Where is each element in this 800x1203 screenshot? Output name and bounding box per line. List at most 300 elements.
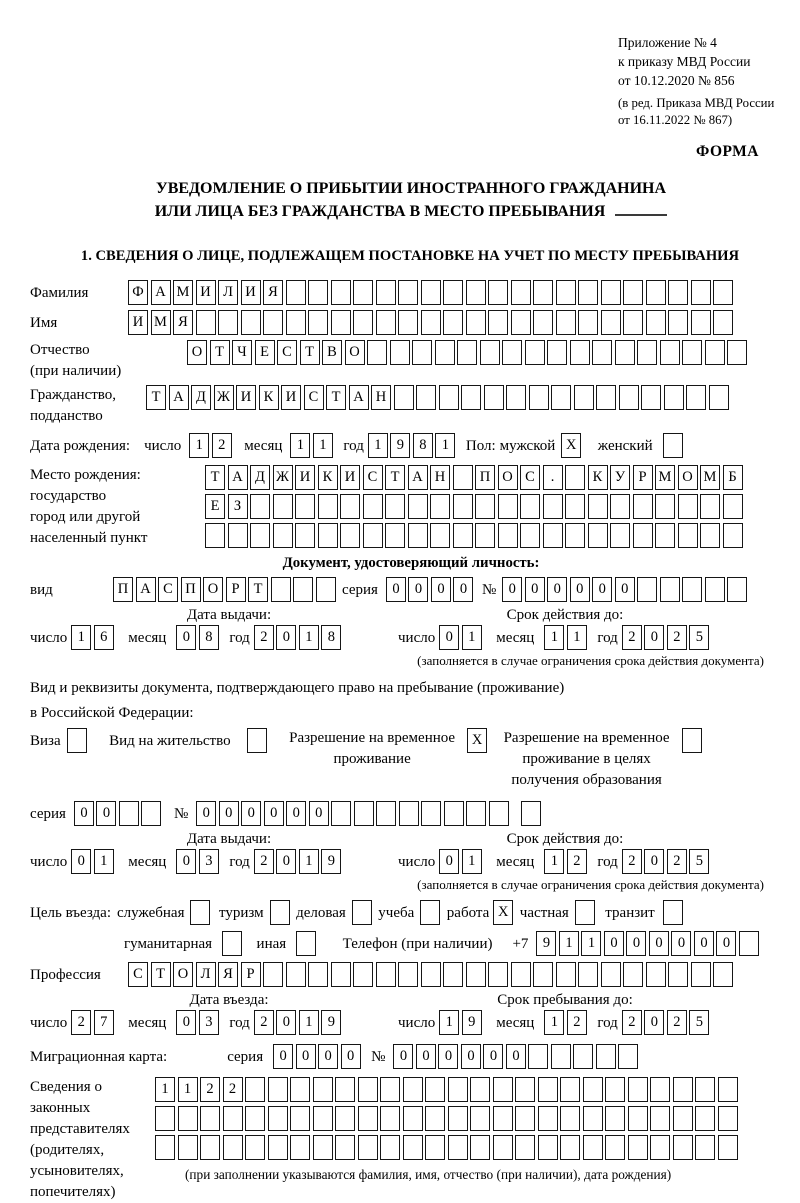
char-box[interactable]: М — [151, 310, 171, 335]
char-box[interactable] — [691, 962, 711, 987]
char-box[interactable] — [709, 385, 729, 410]
char-box[interactable]: И — [128, 310, 148, 335]
char-box[interactable] — [222, 931, 242, 956]
char-box[interactable]: 0 — [671, 931, 691, 956]
char-box[interactable] — [682, 728, 702, 753]
char-box[interactable] — [296, 931, 316, 956]
char-box[interactable] — [673, 1106, 693, 1131]
char-box[interactable] — [425, 1135, 445, 1160]
char-box[interactable]: 2 — [71, 1010, 91, 1035]
char-box[interactable] — [488, 310, 508, 335]
char-box[interactable]: X — [493, 900, 513, 925]
char-box[interactable] — [403, 1135, 423, 1160]
char-box[interactable] — [673, 1077, 693, 1102]
char-box[interactable] — [241, 310, 261, 335]
char-box[interactable]: В — [322, 340, 342, 365]
char-box[interactable] — [155, 1106, 175, 1131]
char-box[interactable]: 9 — [321, 849, 341, 874]
char-box[interactable]: Р — [633, 465, 653, 490]
legal-reps-boxes-row2[interactable] — [155, 1106, 740, 1131]
stay-month-boxes[interactable] — [544, 1010, 589, 1035]
char-box[interactable]: С — [128, 962, 148, 987]
char-box[interactable]: 0 — [276, 625, 296, 650]
temp-permit-checkbox[interactable] — [467, 728, 490, 753]
patronymic-boxes[interactable] — [187, 340, 750, 365]
char-box[interactable]: Е — [205, 494, 225, 519]
char-box[interactable] — [695, 1077, 715, 1102]
char-box[interactable]: 1 — [178, 1077, 198, 1102]
char-box[interactable] — [439, 385, 459, 410]
char-box[interactable]: 2 — [254, 1010, 274, 1035]
char-box[interactable]: 5 — [689, 1010, 709, 1035]
char-box[interactable] — [268, 1135, 288, 1160]
char-box[interactable] — [543, 523, 563, 548]
char-box[interactable] — [578, 962, 598, 987]
char-box[interactable] — [376, 310, 396, 335]
char-box[interactable]: 0 — [176, 625, 196, 650]
char-box[interactable]: А — [169, 385, 189, 410]
char-box[interactable] — [308, 310, 328, 335]
char-box[interactable] — [668, 310, 688, 335]
char-box[interactable] — [290, 1077, 310, 1102]
char-box[interactable] — [628, 1077, 648, 1102]
char-box[interactable] — [353, 310, 373, 335]
char-box[interactable]: М — [700, 465, 720, 490]
char-box[interactable] — [376, 962, 396, 987]
char-box[interactable]: 5 — [689, 625, 709, 650]
char-box[interactable] — [637, 340, 657, 365]
male-checkbox[interactable] — [561, 433, 584, 458]
char-box[interactable]: 0 — [716, 931, 736, 956]
char-box[interactable]: 2 — [622, 1010, 642, 1035]
char-box[interactable]: М — [655, 465, 675, 490]
char-box[interactable] — [408, 494, 428, 519]
char-box[interactable] — [605, 1106, 625, 1131]
char-box[interactable] — [263, 962, 283, 987]
char-box[interactable] — [358, 1077, 378, 1102]
char-box[interactable]: О — [187, 340, 207, 365]
char-box[interactable] — [421, 801, 441, 826]
char-box[interactable] — [403, 1077, 423, 1102]
char-box[interactable]: 0 — [219, 801, 239, 826]
char-box[interactable] — [380, 1077, 400, 1102]
birth-day-boxes[interactable] — [189, 433, 234, 458]
char-box[interactable] — [363, 523, 383, 548]
char-box[interactable] — [556, 310, 576, 335]
birthplace-boxes-row1[interactable] — [205, 465, 745, 490]
char-box[interactable] — [646, 280, 666, 305]
char-box[interactable] — [637, 577, 657, 602]
char-box[interactable]: 0 — [416, 1044, 436, 1069]
char-box[interactable] — [565, 523, 585, 548]
char-box[interactable]: 1 — [462, 625, 482, 650]
char-box[interactable] — [270, 900, 290, 925]
char-box[interactable] — [354, 801, 374, 826]
char-box[interactable]: 0 — [341, 1044, 361, 1069]
char-box[interactable] — [200, 1106, 220, 1131]
char-box[interactable] — [528, 1044, 548, 1069]
char-box[interactable] — [380, 1106, 400, 1131]
char-box[interactable] — [573, 1044, 593, 1069]
char-box[interactable] — [515, 1135, 535, 1160]
char-box[interactable] — [560, 1077, 580, 1102]
profession-boxes[interactable] — [128, 962, 736, 987]
char-box[interactable]: И — [241, 280, 261, 305]
char-box[interactable]: Т — [151, 962, 171, 987]
char-box[interactable]: Я — [173, 310, 193, 335]
char-box[interactable]: 0 — [644, 1010, 664, 1035]
char-box[interactable] — [618, 1044, 638, 1069]
char-box[interactable] — [525, 340, 545, 365]
char-box[interactable] — [385, 523, 405, 548]
char-box[interactable] — [556, 962, 576, 987]
char-box[interactable]: Т — [385, 465, 405, 490]
char-box[interactable]: 0 — [74, 801, 94, 826]
char-box[interactable] — [416, 385, 436, 410]
char-box[interactable] — [448, 1106, 468, 1131]
char-box[interactable]: А — [151, 280, 171, 305]
char-box[interactable] — [682, 340, 702, 365]
char-box[interactable] — [448, 1135, 468, 1160]
char-box[interactable] — [263, 310, 283, 335]
char-box[interactable] — [352, 900, 372, 925]
char-box[interactable]: 6 — [94, 625, 114, 650]
char-box[interactable] — [308, 962, 328, 987]
char-box[interactable] — [466, 280, 486, 305]
char-box[interactable] — [316, 577, 336, 602]
char-box[interactable]: 0 — [502, 577, 522, 602]
char-box[interactable] — [353, 962, 373, 987]
char-box[interactable]: 1 — [290, 433, 310, 458]
char-box[interactable] — [713, 310, 733, 335]
char-box[interactable]: 9 — [536, 931, 556, 956]
char-box[interactable] — [588, 494, 608, 519]
char-box[interactable] — [623, 962, 643, 987]
char-box[interactable]: 0 — [694, 931, 714, 956]
char-box[interactable] — [678, 523, 698, 548]
char-box[interactable] — [461, 385, 481, 410]
char-box[interactable] — [430, 523, 450, 548]
expiry-day-boxes[interactable] — [439, 625, 484, 650]
char-box[interactable]: А — [136, 577, 156, 602]
char-box[interactable] — [601, 310, 621, 335]
char-box[interactable]: Т — [210, 340, 230, 365]
char-box[interactable]: 0 — [393, 1044, 413, 1069]
purpose-study-checkbox[interactable] — [420, 900, 443, 925]
char-box[interactable] — [610, 494, 630, 519]
char-box[interactable] — [245, 1077, 265, 1102]
char-box[interactable] — [273, 494, 293, 519]
char-box[interactable] — [271, 577, 291, 602]
entry-day-boxes[interactable] — [71, 1010, 116, 1035]
char-box[interactable]: О — [203, 577, 223, 602]
char-box[interactable] — [543, 494, 563, 519]
char-box[interactable] — [313, 1106, 333, 1131]
char-box[interactable]: К — [259, 385, 279, 410]
char-box[interactable]: 0 — [318, 1044, 338, 1069]
char-box[interactable] — [678, 494, 698, 519]
char-box[interactable] — [574, 385, 594, 410]
char-box[interactable] — [430, 494, 450, 519]
char-box[interactable] — [443, 280, 463, 305]
char-box[interactable] — [619, 385, 639, 410]
char-box[interactable] — [588, 523, 608, 548]
char-box[interactable]: П — [113, 577, 133, 602]
char-box[interactable]: 1 — [544, 849, 564, 874]
char-box[interactable] — [331, 310, 351, 335]
char-box[interactable]: 2 — [223, 1077, 243, 1102]
char-box[interactable] — [556, 280, 576, 305]
char-box[interactable]: 0 — [273, 1044, 293, 1069]
char-box[interactable]: 0 — [71, 849, 91, 874]
char-box[interactable] — [655, 494, 675, 519]
char-box[interactable] — [273, 523, 293, 548]
char-box[interactable]: 2 — [254, 625, 274, 650]
char-box[interactable]: Р — [226, 577, 246, 602]
char-box[interactable] — [466, 962, 486, 987]
char-box[interactable]: 2 — [667, 1010, 687, 1035]
residence-permit-checkbox[interactable] — [247, 728, 270, 753]
char-box[interactable]: О — [498, 465, 518, 490]
char-box[interactable] — [727, 577, 747, 602]
char-box[interactable] — [533, 310, 553, 335]
char-box[interactable] — [493, 1106, 513, 1131]
birth-month-boxes[interactable] — [290, 433, 335, 458]
char-box[interactable] — [578, 280, 598, 305]
char-box[interactable]: П — [181, 577, 201, 602]
char-box[interactable]: С — [363, 465, 383, 490]
char-box[interactable]: И — [236, 385, 256, 410]
char-box[interactable] — [641, 385, 661, 410]
char-box[interactable] — [650, 1135, 670, 1160]
char-box[interactable]: Н — [430, 465, 450, 490]
char-box[interactable] — [398, 962, 418, 987]
char-box[interactable]: 2 — [567, 849, 587, 874]
char-box[interactable] — [367, 340, 387, 365]
char-box[interactable]: 1 — [71, 625, 91, 650]
char-box[interactable] — [250, 494, 270, 519]
char-box[interactable] — [444, 801, 464, 826]
char-box[interactable] — [178, 1106, 198, 1131]
char-box[interactable] — [466, 801, 486, 826]
char-box[interactable] — [718, 1106, 738, 1131]
issue-month-boxes[interactable] — [176, 625, 221, 650]
char-box[interactable] — [218, 310, 238, 335]
char-box[interactable]: 0 — [439, 625, 459, 650]
char-box[interactable]: И — [340, 465, 360, 490]
birth-year-boxes[interactable] — [368, 433, 458, 458]
char-box[interactable] — [250, 523, 270, 548]
char-box[interactable]: 1 — [299, 625, 319, 650]
char-box[interactable]: 2 — [567, 1010, 587, 1035]
char-box[interactable] — [570, 340, 590, 365]
char-box[interactable] — [470, 1135, 490, 1160]
char-box[interactable]: К — [318, 465, 338, 490]
char-box[interactable] — [538, 1106, 558, 1131]
char-box[interactable]: 0 — [196, 801, 216, 826]
char-box[interactable] — [67, 728, 87, 753]
char-box[interactable] — [633, 494, 653, 519]
char-box[interactable]: 1 — [299, 1010, 319, 1035]
char-box[interactable] — [650, 1106, 670, 1131]
char-box[interactable]: 0 — [483, 1044, 503, 1069]
char-box[interactable] — [331, 801, 351, 826]
purpose-business-checkbox[interactable] — [352, 900, 375, 925]
expiry-year-boxes[interactable] — [622, 849, 712, 874]
char-box[interactable]: Я — [263, 280, 283, 305]
expiry-day-boxes[interactable] — [439, 849, 484, 874]
char-box[interactable]: 0 — [615, 577, 635, 602]
char-box[interactable]: 7 — [94, 1010, 114, 1035]
char-box[interactable] — [533, 962, 553, 987]
char-box[interactable] — [565, 465, 585, 490]
char-box[interactable]: 1 — [439, 1010, 459, 1035]
char-box[interactable] — [511, 962, 531, 987]
char-box[interactable]: 1 — [559, 931, 579, 956]
char-box[interactable]: 3 — [199, 849, 219, 874]
char-box[interactable] — [520, 494, 540, 519]
char-box[interactable]: М — [173, 280, 193, 305]
char-box[interactable]: 0 — [431, 577, 451, 602]
surname-boxes[interactable] — [128, 280, 736, 305]
char-box[interactable]: 9 — [462, 1010, 482, 1035]
char-box[interactable]: 8 — [199, 625, 219, 650]
char-box[interactable]: 0 — [644, 849, 664, 874]
char-box[interactable] — [498, 523, 518, 548]
char-box[interactable] — [713, 962, 733, 987]
char-box[interactable]: Т — [146, 385, 166, 410]
char-box[interactable] — [705, 577, 725, 602]
char-box[interactable] — [623, 280, 643, 305]
char-box[interactable] — [705, 340, 725, 365]
char-box[interactable] — [335, 1135, 355, 1160]
char-box[interactable] — [358, 1135, 378, 1160]
char-box[interactable]: Т — [300, 340, 320, 365]
char-box[interactable]: 0 — [286, 801, 306, 826]
char-box[interactable]: Я — [218, 962, 238, 987]
char-box[interactable] — [506, 385, 526, 410]
char-box[interactable] — [502, 340, 522, 365]
issue-year-boxes[interactable] — [254, 625, 344, 650]
purpose-work-checkbox[interactable] — [493, 900, 516, 925]
char-box[interactable]: 3 — [199, 1010, 219, 1035]
char-box[interactable] — [668, 962, 688, 987]
char-box[interactable] — [660, 340, 680, 365]
char-box[interactable] — [623, 310, 643, 335]
char-box[interactable] — [290, 1106, 310, 1131]
char-box[interactable]: Т — [326, 385, 346, 410]
char-box[interactable]: 1 — [544, 625, 564, 650]
char-box[interactable] — [268, 1106, 288, 1131]
char-box[interactable] — [200, 1135, 220, 1160]
char-box[interactable] — [380, 1135, 400, 1160]
char-box[interactable] — [601, 280, 621, 305]
citizenship-boxes[interactable] — [146, 385, 731, 410]
char-box[interactable]: 1 — [313, 433, 333, 458]
char-box[interactable] — [470, 1077, 490, 1102]
char-box[interactable] — [313, 1135, 333, 1160]
char-box[interactable]: 2 — [667, 849, 687, 874]
char-box[interactable]: 0 — [408, 577, 428, 602]
migration-series-boxes[interactable] — [273, 1044, 363, 1069]
char-box[interactable] — [412, 340, 432, 365]
char-box[interactable]: Л — [218, 280, 238, 305]
purpose-other-checkbox[interactable] — [296, 931, 319, 956]
char-box[interactable]: 2 — [212, 433, 232, 458]
char-box[interactable] — [605, 1077, 625, 1102]
char-box[interactable] — [673, 1135, 693, 1160]
char-box[interactable] — [560, 1106, 580, 1131]
char-box[interactable] — [480, 340, 500, 365]
char-box[interactable] — [633, 523, 653, 548]
char-box[interactable]: 0 — [626, 931, 646, 956]
char-box[interactable] — [515, 1077, 535, 1102]
char-box[interactable]: О — [173, 962, 193, 987]
char-box[interactable]: Д — [191, 385, 211, 410]
birthplace-boxes-row3[interactable] — [205, 523, 745, 548]
char-box[interactable]: С — [520, 465, 540, 490]
char-box[interactable] — [313, 1077, 333, 1102]
legal-reps-boxes-row3[interactable] — [155, 1135, 740, 1160]
char-box[interactable] — [475, 523, 495, 548]
char-box[interactable]: О — [345, 340, 365, 365]
issue-day-boxes[interactable] — [71, 849, 116, 874]
char-box[interactable] — [390, 340, 410, 365]
char-box[interactable]: 1 — [581, 931, 601, 956]
doc-series-boxes[interactable] — [386, 577, 476, 602]
char-box[interactable]: С — [158, 577, 178, 602]
char-box[interactable] — [686, 385, 706, 410]
char-box[interactable] — [205, 523, 225, 548]
char-box[interactable]: Л — [196, 962, 216, 987]
char-box[interactable] — [245, 1135, 265, 1160]
char-box[interactable] — [718, 1077, 738, 1102]
char-box[interactable] — [178, 1135, 198, 1160]
char-box[interactable] — [376, 801, 396, 826]
entry-month-boxes[interactable] — [176, 1010, 221, 1035]
char-box[interactable] — [682, 577, 702, 602]
char-box[interactable]: Т — [205, 465, 225, 490]
char-box[interactable] — [565, 494, 585, 519]
char-box[interactable]: 0 — [438, 1044, 458, 1069]
char-box[interactable]: Т — [248, 577, 268, 602]
char-box[interactable]: 0 — [276, 1010, 296, 1035]
char-box[interactable] — [655, 523, 675, 548]
char-box[interactable]: 1 — [368, 433, 388, 458]
purpose-official-checkbox[interactable] — [190, 900, 213, 925]
char-box[interactable] — [596, 1044, 616, 1069]
char-box[interactable] — [583, 1106, 603, 1131]
char-box[interactable] — [141, 801, 161, 826]
char-box[interactable] — [398, 310, 418, 335]
char-box[interactable]: А — [228, 465, 248, 490]
char-box[interactable]: И — [295, 465, 315, 490]
char-box[interactable]: П — [475, 465, 495, 490]
char-box[interactable] — [691, 310, 711, 335]
migration-number-boxes[interactable] — [393, 1044, 641, 1069]
char-box[interactable] — [475, 494, 495, 519]
char-box[interactable]: 0 — [96, 801, 116, 826]
char-box[interactable] — [466, 310, 486, 335]
char-box[interactable]: 0 — [241, 801, 261, 826]
char-box[interactable]: 0 — [461, 1044, 481, 1069]
char-box[interactable] — [493, 1135, 513, 1160]
issue-month-boxes[interactable] — [176, 849, 221, 874]
char-box[interactable]: X — [467, 728, 487, 753]
char-box[interactable]: С — [277, 340, 297, 365]
birthplace-boxes-row2[interactable] — [205, 494, 745, 519]
char-box[interactable] — [453, 523, 473, 548]
